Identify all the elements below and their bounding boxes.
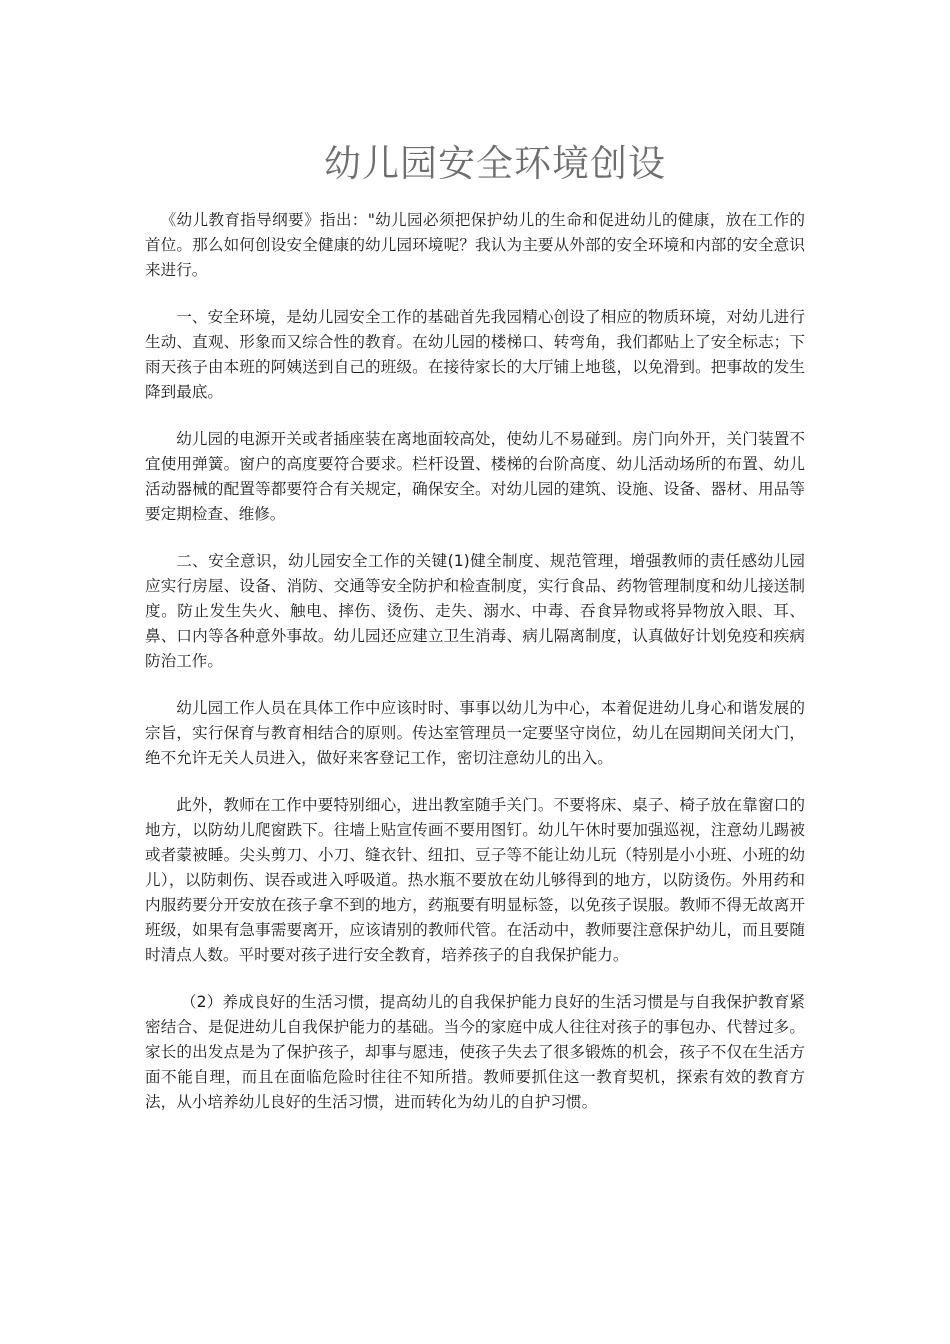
paragraph-intro: 《幼儿教育指导纲要》指出："幼儿园必须把保护幼儿的生命和促进幼儿的健康，放在工作的首位。那么如何创设安全健康的幼儿园环境呢？我认为主要从外部的安全环境和内部的安全意识来进行。 [145,211,805,279]
paragraph-safety-awareness: 二、安全意识，幼儿园安全工作的关键(1)健全制度、规范管理，增强教师的责任感幼儿园应实行房屋、设备、消防、交通等安全防护和检查制度，实行食品、药物管理制度和幼儿接送制度。防止发生失火、触电、摔伤、烫伤、走失、溺水、中毒、吞食异物或将异物放入眼、耳、鼻、口内等各种意外事故。幼儿园还应建立卫生消毒、病儿隔离制度，认真做好计划免疫和疾病防治工作。 [145,552,805,670]
paragraph-staff-duties: 幼儿园工作人员在具体工作中应该时时、事事以幼儿为中心，本着促进幼儿身心和谐发展的宗旨，实行保育与教育相结合的原则。传达室管理员一定要坚守岗位，幼儿在园期间关闭大门，绝不允许无关人员进入，做好来客登记工作，密切注意幼儿的出入。 [145,699,805,767]
document-body [145,208,805,1137]
document-title: 幼儿园安全环境创设 [324,142,666,185]
paragraph-living-habits: （2）养成良好的生活习惯，提高幼儿的自我保护能力良好的生活习惯是与自我保护教育紧密结合、是促进幼儿自我保护能力的基础。当今的家庭中成人往往对孩子的事包办、代替过多。家长的出发点是为了保护孩子，却事与愿违，使孩子失去了很多锻炼的机会，孩子不仅在生活方面不能自理，而且在面临危险时往往不知所措。教师要抓住这一教育契机，探索有效的教育方法，从小培养幼儿良好的生活习惯，进而转化为幼儿的自护习惯。 [145,993,805,1111]
paragraph-teacher-care: 此外，教师在工作中要特别细心，进出教室随手关门。不要将床、桌子、椅子放在靠窗口的地方，以防幼儿爬窗跌下。往墙上贴宣传画不要用图钉。幼儿午休时要加强巡视，注意幼儿踢被或者蒙被睡。尖头剪刀、小刀、缝衣针、纽扣、豆子等不能让幼儿玩（特别是小小班、小班的幼儿），以防刺伤、误吞或进入呼吸道。热水瓶不要放在幼儿够得到的地方，以防烫伤。外用药和内服药要分开安放在孩子拿不到的地方，药瓶要有明显标签，以免孩子误服。教师不得无故离开班级，如果有急事需要离开，应该请别的教师代管。在活动中，教师要注意保护幼儿，而且要随时清点人数。平时要对孩子进行安全教育，培养孩子的自我保护能力。 [145,796,805,964]
paragraph-safety-environment: 一、安全环境，是幼儿园安全工作的基础首先我园精心创设了相应的物质环境，对幼儿进行生动、直观、形象而又综合性的教育。在幼儿园的楼梯口、转弯角，我们都贴上了安全标志；下雨天孩子由本班的阿姨送到自己的班级。在接待家长的大厅铺上地毯，以免滑到。把事故的发生降到最底。 [145,308,805,401]
paragraph-facilities: 幼儿园的电源开关或者插座装在离地面较高处，使幼儿不易碰到。房门向外开，关门装置不宜使用弹簧。窗户的高度要符合要求。栏杆设置、楼梯的台阶高度、幼儿活动场所的布置、幼儿活动器械的配置等都要符合有关规定，确保安全。对幼儿园的建筑、设施、设备、器材、用品等要定期检查、维修。 [145,430,805,523]
